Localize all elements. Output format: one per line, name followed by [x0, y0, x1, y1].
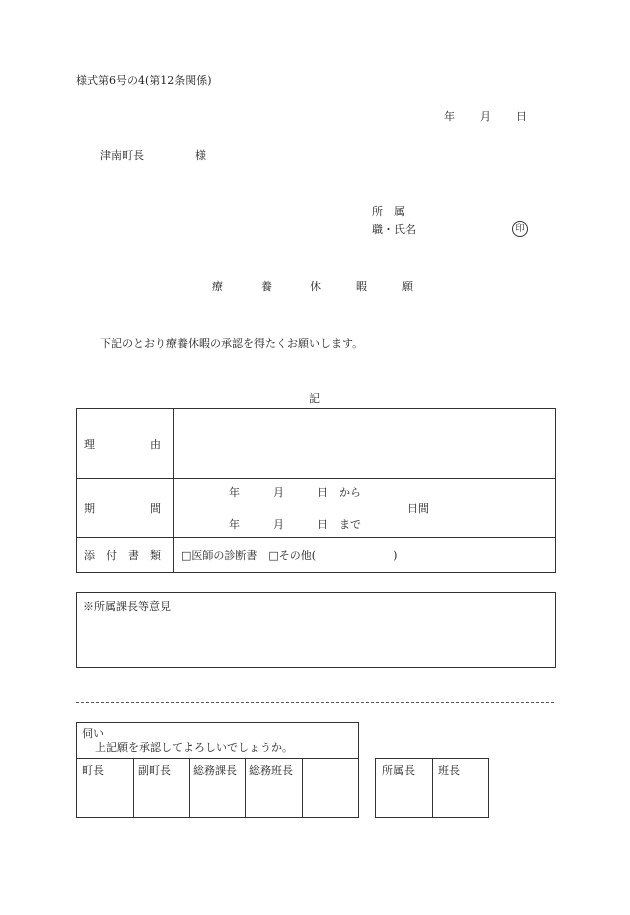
title-char-4: 暇 — [356, 280, 367, 293]
cut-line — [76, 702, 554, 703]
inquiry-label: 伺い — [82, 727, 104, 740]
attachments-label: 添 付 書 類 — [84, 549, 161, 562]
opinion-box — [76, 592, 556, 668]
period-from: 年 月 日 から — [229, 486, 361, 499]
intro-text: 下記のとおり療養休暇の承認を得たくお願いします。 — [100, 337, 364, 350]
title-char-5: 願 — [402, 280, 413, 293]
title-char-2: 養 — [261, 280, 272, 293]
name-label: 職・氏名 — [372, 223, 416, 236]
form-number: 様式第6号の4(第12条関係) — [76, 74, 212, 87]
approval-col-deputy-mayor: 副町長 — [138, 764, 171, 777]
title-char-1: 療 — [212, 280, 223, 293]
dept-col-head: 所属長 — [382, 764, 415, 777]
department-approval-box — [375, 758, 489, 818]
date-year-label: 年 — [444, 110, 455, 123]
reason-label: 理 由 — [84, 438, 161, 451]
seal-mark: 印 — [512, 221, 528, 237]
period-label: 期 間 — [84, 502, 161, 515]
period-to: 年 月 日 まで — [229, 518, 361, 531]
approval-box — [76, 722, 359, 818]
addressee-honorific: 様 — [195, 149, 206, 162]
attachments-options: □医師の診断書 □その他( ) — [181, 549, 398, 562]
addressee-name: 津南町長 — [100, 149, 144, 162]
approval-col-general-affairs-chief: 総務課長 — [193, 764, 237, 777]
title-char-3: 休 — [310, 280, 321, 293]
record-label: 記 — [309, 392, 320, 405]
dept-col-leader: 班長 — [438, 764, 460, 777]
approval-col-mayor: 町長 — [82, 764, 104, 777]
affiliation-label: 所 属 — [372, 205, 405, 218]
opinion-label: ※所属課長等意見 — [83, 600, 171, 613]
period-days-label: 日間 — [407, 502, 429, 515]
approval-col-general-affairs-leader: 総務班長 — [249, 764, 293, 777]
date-day-label: 日 — [516, 110, 527, 123]
details-table — [76, 408, 556, 573]
inquiry-text: 上記願を承認してよろしいでしょうか。 — [95, 741, 293, 754]
date-month-label: 月 — [480, 110, 491, 123]
